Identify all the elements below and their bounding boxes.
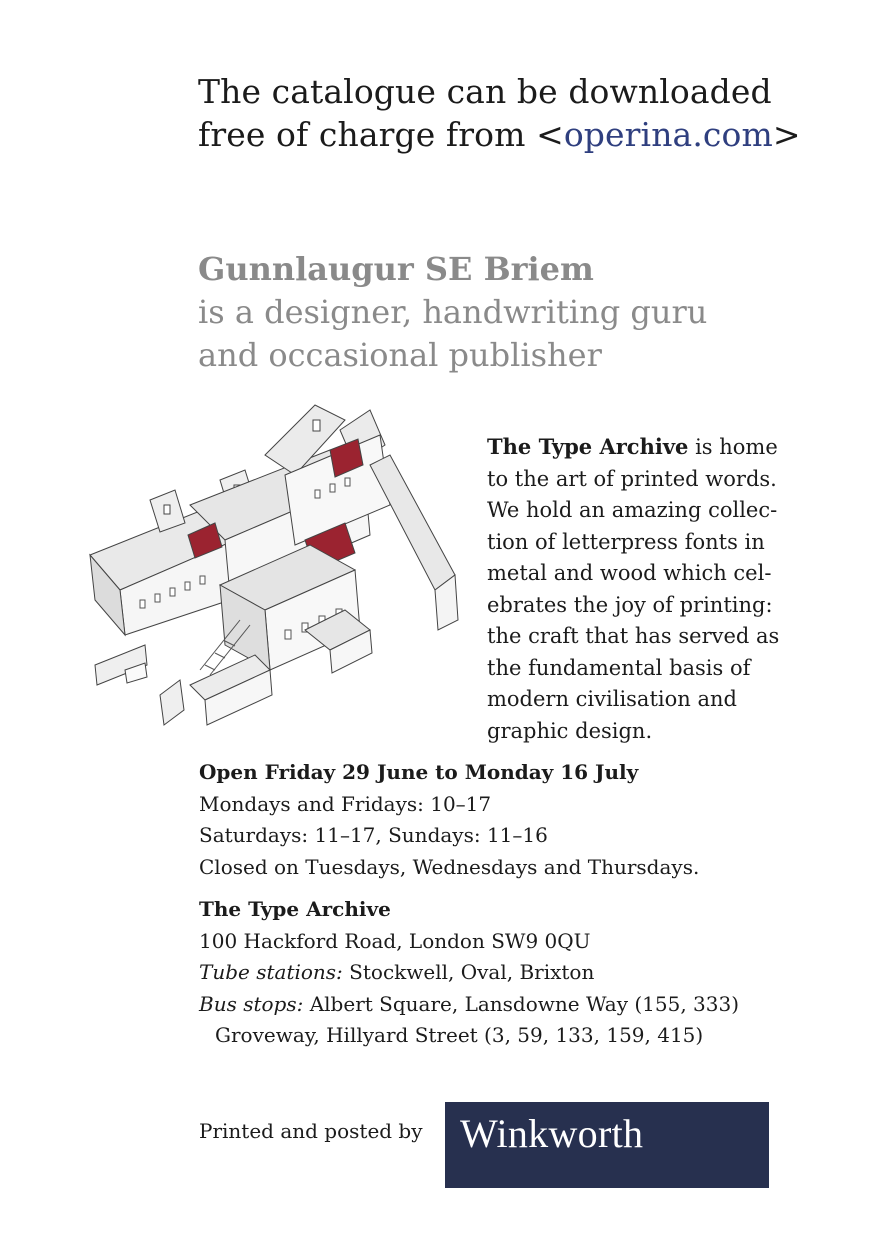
intro-line: ebrates the joy of printing:: [487, 592, 773, 617]
headline-line-2: [198, 113, 838, 156]
type-archive-intro: [487, 431, 817, 747]
designer-line-3: and occasional publisher: [198, 336, 602, 374]
intro-line: tion of letterpress fonts in: [487, 529, 765, 554]
intro-line: graphic design.: [487, 718, 653, 743]
bus-stops: [199, 989, 839, 1021]
open-bracket: <: [536, 115, 564, 154]
hours-line: Saturdays: 11–17, Sundays: 11–16: [199, 823, 548, 847]
intro-line-1-rest: is home: [688, 435, 778, 459]
tube-label: Tube stations:: [199, 960, 343, 984]
close-bracket: >: [772, 115, 801, 154]
intro-line: metal and wood which cel-: [487, 561, 772, 585]
printed-by-label: Printed and posted by: [199, 1119, 423, 1143]
address-block: [199, 894, 839, 1052]
bus-value: Albert Square, Lansdowne Way (155, 333): [303, 991, 740, 1016]
building-axonometric-illustration: [80, 395, 460, 735]
designer-name: Gunnlaugur SE Briem: [198, 250, 594, 288]
winkworth-logo: [445, 1102, 769, 1188]
designer-block: [198, 248, 838, 377]
designer-line-2: is a designer, handwriting guru: [198, 293, 708, 331]
tube-stations: [199, 957, 839, 989]
intro-line: the craft that has served as: [487, 624, 780, 648]
intro-line: to the art of printed words.: [487, 466, 777, 491]
street-address: 100 Hackford Road, London SW9 0QU: [199, 928, 591, 953]
headline-prefix: free of charge from: [198, 115, 537, 154]
catalogue-headline: [198, 70, 838, 156]
intro-lead-bold: The Type Archive: [487, 434, 689, 459]
bus-stops-line-2: Groveway, Hillyard Street (3, 59, 133, 159, 415): [215, 1023, 704, 1047]
intro-line: modern civilisation and: [487, 687, 737, 711]
tube-value: Stockwell, Oval, Brixton: [342, 960, 595, 984]
intro-line: the fundamental basis of: [487, 655, 751, 680]
operina-link[interactable]: operina.com: [563, 115, 773, 154]
bus-label: Bus stops:: [199, 991, 304, 1016]
hours-heading: Open Friday 29 June to Monday 16 July: [199, 760, 639, 784]
address-heading: The Type Archive: [199, 897, 391, 921]
opening-hours: [199, 757, 819, 883]
intro-line: We hold an amazing collec-: [487, 498, 778, 522]
hours-line: Closed on Tuesdays, Wednesdays and Thursdays.: [199, 854, 700, 879]
headline-line-1: The catalogue can be downloaded: [198, 72, 772, 111]
intro-line-1: [487, 431, 817, 464]
hours-line: Mondays and Fridays: 10–17: [199, 791, 492, 816]
winkworth-logo-text: Winkworth: [460, 1111, 644, 1156]
